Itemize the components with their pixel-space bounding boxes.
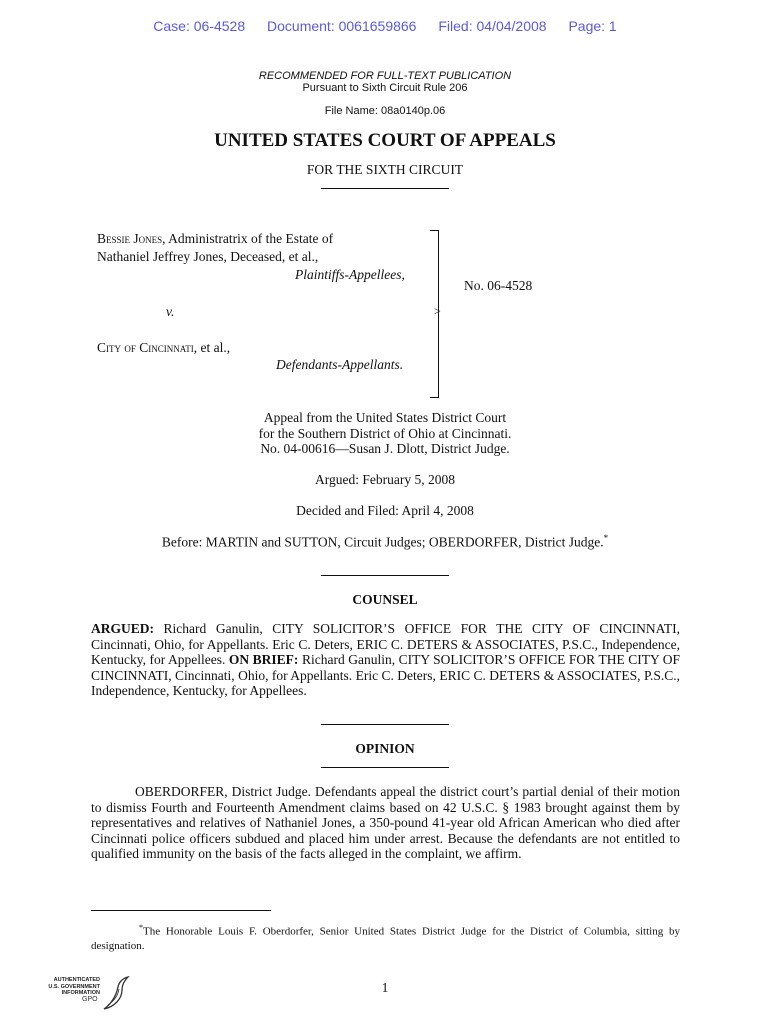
appeal-line-3: No. 04-00616—Susan J. Dlott, District Judge.: [260, 441, 510, 456]
argued-label: ARGUED:: [91, 621, 154, 636]
brief-label: ON BRIEF:: [228, 652, 299, 667]
court-title: UNITED STATES COURT OF APPEALS: [214, 130, 556, 151]
defendant-name: City of Cincinnati: [97, 340, 194, 355]
divider: [321, 724, 449, 725]
defendant-line: [97, 339, 230, 357]
panel-judges: [0, 533, 770, 551]
bracket-point-icon: >: [434, 304, 441, 318]
counsel-paragraph: [91, 621, 680, 699]
document-number-header: Document: 0061659866: [267, 18, 417, 34]
plaintiff-name: Bessie Jones: [97, 231, 163, 246]
footnote-mark: *: [139, 923, 143, 932]
plaintiff-line-2: Nathaniel Jeffrey Jones, Deceased, et al.,: [97, 249, 319, 264]
gpo-line-1: AUTHENTICATED: [53, 977, 100, 983]
divider: [321, 575, 449, 576]
gpo-line-2: U.S. GOVERNMENT: [48, 983, 100, 990]
argued-text: Richard Ganulin, CITY SOLICITOR’S OFFICE FOR THE CITY OF CINCINNATI, Cincinnati, Ohio, for Appellants. Eric C. Deters, ERIC C. DETERS & ASSOCIATES, P.S.C., Independence, Kentucky, for Appellees.: [91, 621, 680, 667]
gpo-mark: GPO: [82, 996, 98, 1003]
publication-recommendation: RECOMMENDED FOR FULL-TEXT PUBLICATION: [258, 70, 512, 82]
page-number-header: Page: 1: [568, 18, 617, 34]
plaintiff-title: , Administratrix of the Estate of: [162, 231, 334, 246]
page-number: 1: [381, 980, 389, 995]
footnote-divider: [91, 910, 271, 911]
footnote: [91, 921, 680, 953]
docket-header: [0, 18, 770, 34]
argued-date: Argued: February 5, 2008: [315, 472, 455, 487]
court-circuit: FOR THE SIXTH CIRCUIT: [306, 162, 464, 177]
brief-text: Richard Ganulin, CITY SOLICITOR’S OFFICE FOR THE CITY OF CINCINNATI, Cincinnati, Ohio, for Appellants. Eric C. Deters, ERIC C. DETERS & ASSOCIATES, P.S.C., Independence, Kentucky, for Appellees.: [91, 652, 680, 698]
defendant-role: Defendants-Appellants.: [276, 357, 404, 372]
plaintiff-line-1: [97, 230, 333, 248]
versus: v.: [166, 304, 175, 319]
case-number-header: Case: 06-4528: [153, 18, 246, 34]
decided-date: Decided and Filed: April 4, 2008: [296, 503, 474, 518]
filed-date-header: Filed: 04/04/2008: [438, 18, 547, 34]
appeal-block: [0, 410, 770, 457]
footnote-ref: *: [603, 533, 609, 543]
file-name: File Name: 08a0140p.06: [324, 105, 446, 117]
defendant-suffix: , et al.,: [193, 340, 231, 355]
opinion-heading: OPINION: [355, 741, 415, 756]
appeal-line-1: Appeal from the United States District Court: [263, 410, 507, 425]
divider: [321, 188, 449, 189]
panel-text: Before: MARTIN and SUTTON, Circuit Judges; OBERDORFER, District Judge.: [161, 534, 604, 550]
publication-rule: Pursuant to Sixth Circuit Rule 206: [302, 82, 468, 94]
opinion-paragraph: OBERDORFER, District Judge. Defendants appeal the district court’s partial denial of their motion to dismiss Fourth and Fourteenth Amendment claims based on 42 U.S.C. § 1983 brought against them by representatives and relatives of Nathaniel Jones, a 350-pound 41-year old African American who died after Cincinnati police officers subdued and placed him under arrest. Because the defendants are not entitled to qualified immunity on the basis of the facts alleged in the complaint, we affirm.: [91, 784, 680, 861]
appeal-line-2: for the Southern District of Ohio at Cincinnati.: [258, 425, 512, 441]
counsel-heading: COUNSEL: [352, 592, 418, 607]
plaintiff-role: Plaintiffs-Appellees,: [295, 267, 405, 282]
case-number: No. 06-4528: [464, 278, 533, 293]
divider: [321, 767, 449, 768]
footnote-text: The Honorable Louis F. Oberdorfer, Senior United States District Judge for the District of Columbia, sitting by designation.: [91, 925, 680, 952]
gpo-line-3: INFORMATION: [61, 990, 100, 996]
bracket-bottom: [430, 397, 438, 398]
